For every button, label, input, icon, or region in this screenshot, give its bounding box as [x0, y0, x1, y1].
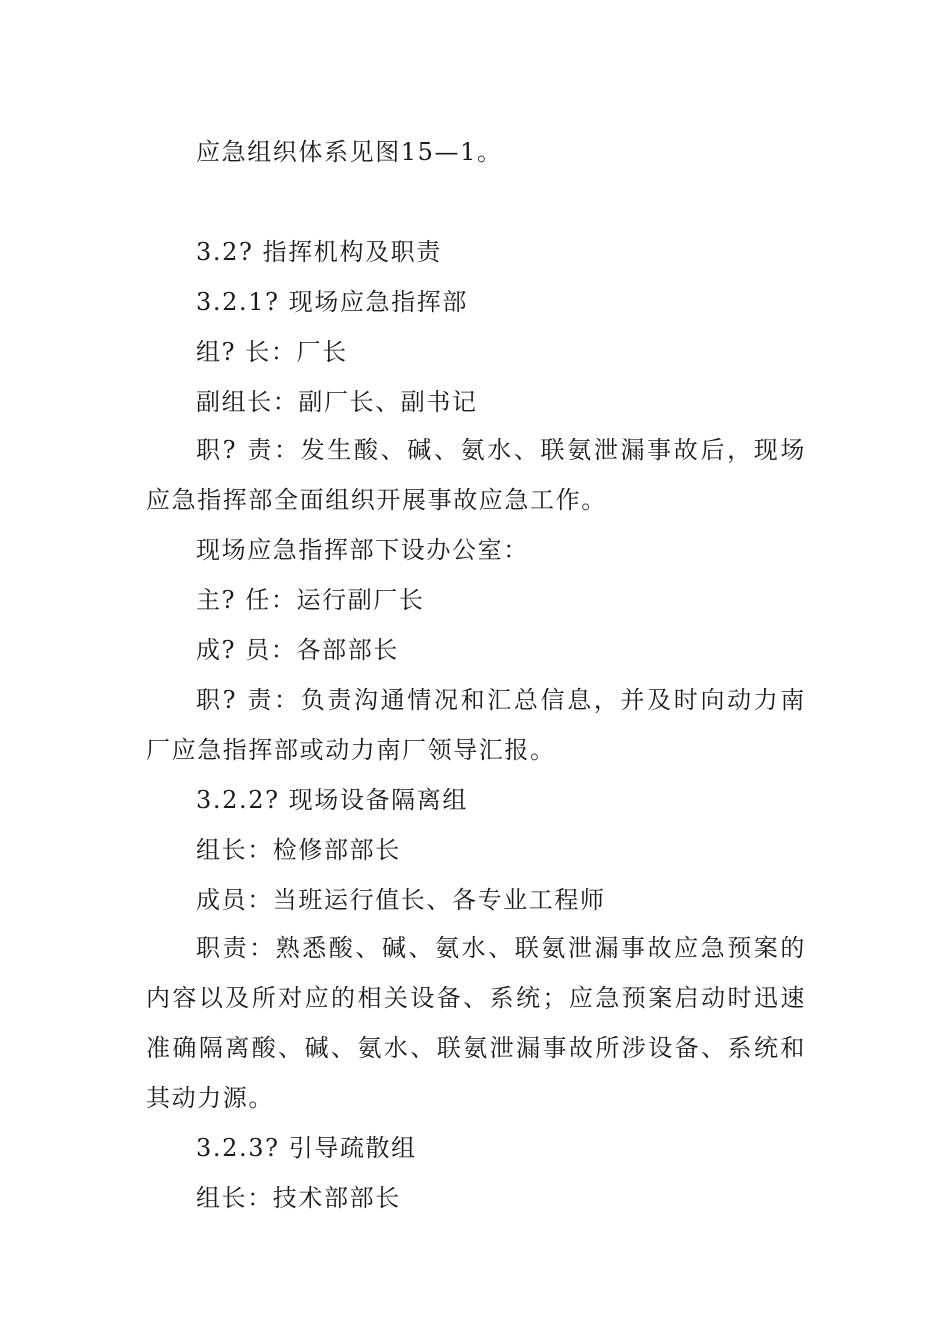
subsection-heading-3-2-3: 3.2.3? 引导疏散组 — [196, 1134, 417, 1162]
paragraph-line: 其动力源。 — [146, 1084, 274, 1112]
paragraph-line: 应急指挥部全面组织开展事故应急工作。 — [146, 486, 607, 514]
section-heading-3-2: 3.2? 指挥机构及职责 — [196, 238, 442, 266]
paragraph-line: 现场应急指挥部下设办公室： — [196, 536, 529, 564]
paragraph-line: 职? 责：负责沟通情况和汇总信息，并及时向动力南 — [196, 686, 806, 714]
paragraph-line: 成员：当班运行值长、各专业工程师 — [196, 886, 606, 914]
paragraph-line: 组? 长：厂长 — [196, 338, 348, 366]
figure-reference: 应急组织体系见图15—1。 — [196, 138, 503, 166]
subsection-heading-3-2-1: 3.2.1? 现场应急指挥部 — [196, 288, 468, 316]
paragraph-line: 内容以及所对应的相关设备、系统；应急预案启动时迅速 — [146, 984, 806, 1012]
paragraph-line: 组长：检修部部长 — [196, 836, 401, 864]
paragraph-line: 组长：技术部部长 — [196, 1184, 401, 1212]
paragraph-line: 厂应急指挥部或动力南厂领导汇报。 — [146, 736, 556, 764]
paragraph-line: 职责：熟悉酸、碱、氨水、联氨泄漏事故应急预案的 — [196, 934, 806, 962]
paragraph-line: 职? 责：发生酸、碱、氨水、联氨泄漏事故后，现场 — [196, 436, 806, 464]
paragraph-line: 副组长：副厂长、副书记 — [196, 388, 478, 416]
paragraph-line: 成? 员：各部部长 — [196, 636, 399, 664]
paragraph-line: 准确隔离酸、碱、氨水、联氨泄漏事故所涉设备、系统和 — [146, 1034, 806, 1062]
paragraph-line: 主? 任：运行副厂长 — [196, 586, 425, 614]
subsection-heading-3-2-2: 3.2.2? 现场设备隔离组 — [196, 786, 468, 814]
